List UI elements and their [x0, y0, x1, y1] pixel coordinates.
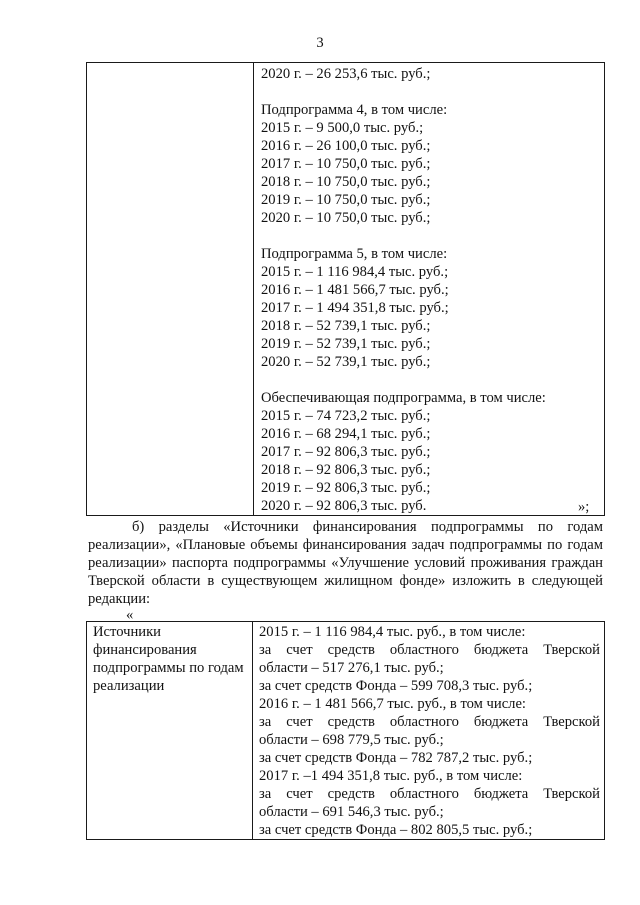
year-value-line: 2016 г. – 26 100,0 тыс. руб.;: [261, 138, 431, 154]
section-label-cell: [87, 622, 253, 840]
funding-line: за счет средств областного бюджета Тверской: [259, 642, 600, 658]
subprogram-groups: [261, 101, 604, 515]
subprogram-group: [261, 389, 604, 515]
funding-line: 2015 г. – 1 116 984,4 тыс. руб., в том числе:: [259, 624, 526, 640]
subprogram-group: [261, 245, 604, 371]
group-title: Подпрограмма 5, в том числе:: [261, 246, 448, 262]
group-title: Обеспечивающая подпрограмма, в том числе:: [261, 390, 546, 406]
value-line: 2020 г. – 26 253,6 тыс. руб.;: [261, 66, 431, 82]
year-value-line: 2016 г. – 68 294,1 тыс. руб.;: [261, 426, 431, 442]
funding-line: за счет средств областного бюджета Тверской: [259, 786, 600, 802]
year-value-line: 2020 г. – 10 750,0 тыс. руб.;: [261, 210, 431, 226]
funding-line: 2017 г. –1 494 351,8 тыс. руб., в том числе:: [259, 768, 523, 784]
year-value-line: 2015 г. – 74 723,2 тыс. руб.;: [261, 408, 431, 424]
funding-line: за счет средств Фонда – 802 805,5 тыс. руб.;: [259, 822, 533, 838]
group-title: Подпрограмма 4, в том числе:: [261, 102, 448, 118]
funding-line: 2016 г. – 1 481 566,7 тыс. руб., в том числе:: [259, 696, 526, 712]
funding-sources-table: [86, 621, 605, 840]
financing-table-continued: [86, 62, 605, 516]
page-number: 3: [316, 35, 324, 51]
amendment-text: б) разделы «Источники финансирования подпрограммы по годам реализации», «Плановые объемы финансирования задач подпрограммы по годам реализации» паспорта подпрограммы «Улучшение условий проживания граждан Тверской области в существующем жилищном фонде» изложить в следующей редакции:: [88, 519, 603, 607]
funding-line: за счет средств областного бюджета Тверской: [259, 714, 600, 730]
first-group: [261, 65, 604, 83]
year-value-line: 2020 г. – 52 739,1 тыс. руб.;: [261, 354, 431, 370]
year-value-line: 2020 г. – 92 806,3 тыс. руб.: [261, 498, 427, 514]
opening-quote: «: [126, 607, 134, 623]
section-label: Источники финансирования подпрограммы по годам реализации: [93, 624, 244, 694]
funding-line: за счет средств Фонда – 782 787,2 тыс. руб.;: [259, 750, 533, 766]
funding-details-cell: [253, 622, 605, 840]
financing-values-cell: [254, 63, 605, 516]
year-value-line: 2018 г. – 92 806,3 тыс. руб.;: [261, 462, 431, 478]
year-value-line: 2015 г. – 9 500,0 тыс. руб.;: [261, 120, 424, 136]
year-value-line: 2017 г. – 10 750,0 тыс. руб.;: [261, 156, 431, 172]
funding-line: области – 691 546,3 тыс. руб.;: [259, 804, 444, 820]
funding-line: за счет средств Фонда – 599 708,3 тыс. руб.;: [259, 678, 533, 694]
year-value-line: 2019 г. – 52 739,1 тыс. руб.;: [261, 336, 431, 352]
funding-line: области – 698 779,5 тыс. руб.;: [259, 732, 444, 748]
year-value-line: 2019 г. – 92 806,3 тыс. руб.;: [261, 480, 431, 496]
year-value-line: 2018 г. – 52 739,1 тыс. руб.;: [261, 318, 431, 334]
year-value-line: 2019 г. – 10 750,0 тыс. руб.;: [261, 192, 431, 208]
year-value-line: 2017 г. – 1 494 351,8 тыс. руб.;: [261, 300, 449, 316]
amendment-paragraph: [88, 518, 603, 608]
empty-left-cell: [87, 63, 254, 516]
subprogram-group: [261, 101, 604, 227]
year-value-line: 2016 г. – 1 481 566,7 тыс. руб.;: [261, 282, 449, 298]
closing-quote: »;: [578, 499, 590, 515]
funding-lines: [259, 623, 600, 839]
year-value-line: 2017 г. – 92 806,3 тыс. руб.;: [261, 444, 431, 460]
year-value-line: 2015 г. – 1 116 984,4 тыс. руб.;: [261, 264, 449, 280]
year-value-line: 2018 г. – 10 750,0 тыс. руб.;: [261, 174, 431, 190]
funding-line: области – 517 276,1 тыс. руб.;: [259, 660, 444, 676]
